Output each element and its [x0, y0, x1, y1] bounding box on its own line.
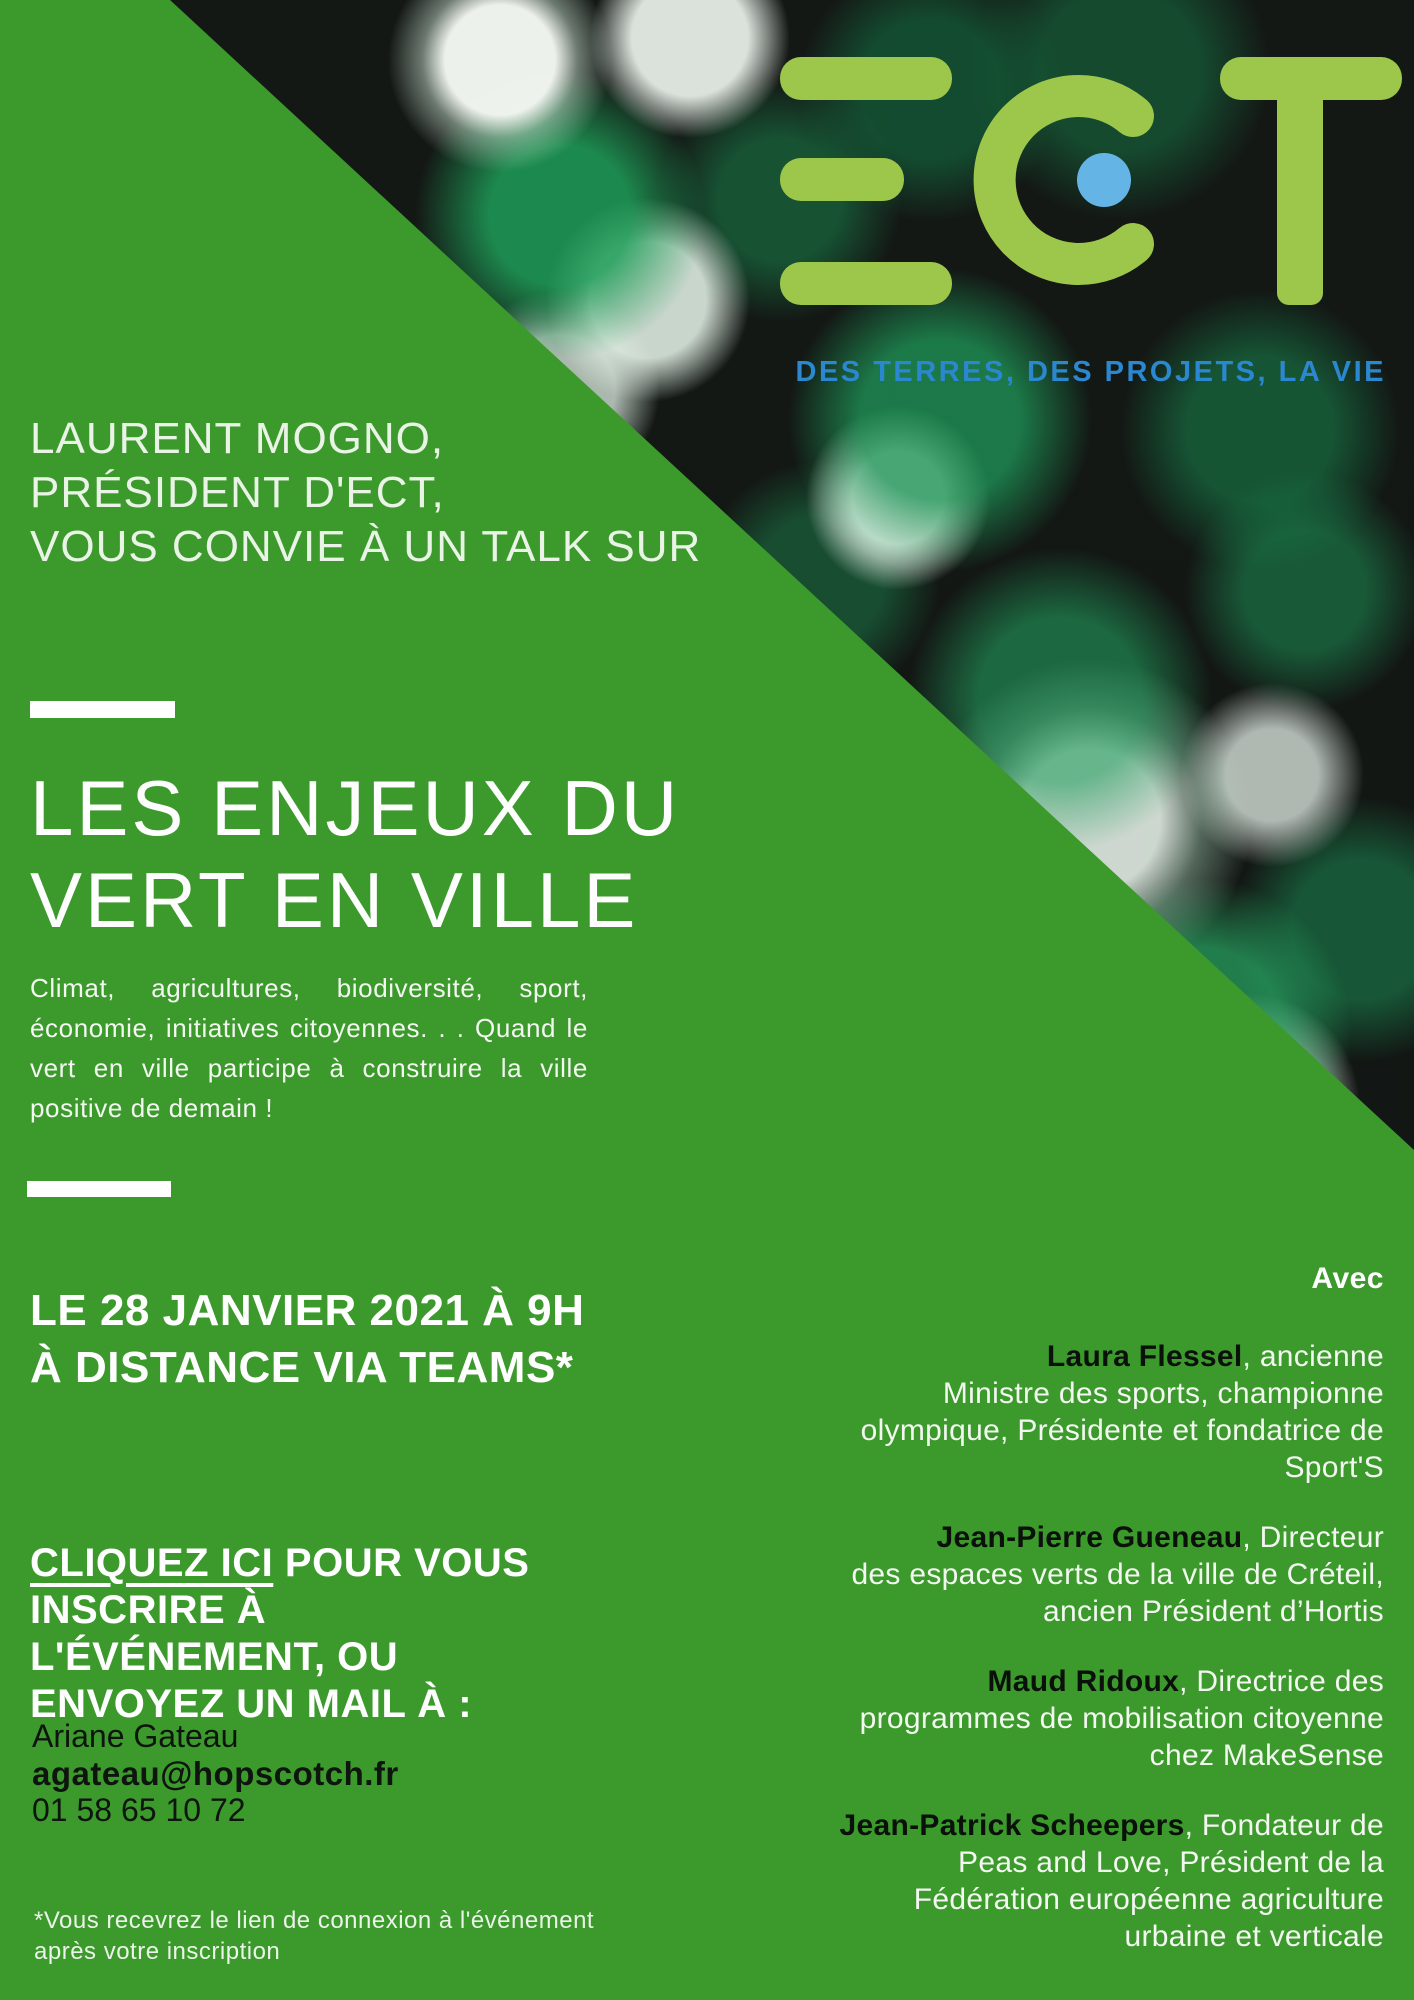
event-date-block: [30, 1282, 584, 1396]
speaker-role-start: , Directrice des: [1179, 1665, 1384, 1698]
speaker-name: Jean-Patrick Scheepers: [839, 1809, 1185, 1842]
speaker-role-start: , Fondateur de: [1184, 1809, 1384, 1842]
speaker-line: Ministre des sports, championne: [942, 1377, 1384, 1410]
contact-phone: 01 58 65 10 72: [32, 1792, 246, 1828]
footnote-line-1: *Vous recevrez le lien de connexion à l'événement: [34, 1907, 595, 1934]
ect-logo: [780, 55, 1410, 305]
speaker-line: Sport'S: [1284, 1451, 1384, 1484]
event-date-line: LE 28 JANVIER 2021 À 9H: [30, 1286, 585, 1335]
speaker-role-start: , Directeur: [1242, 1521, 1384, 1554]
speakers-heading: Avec: [1311, 1262, 1384, 1295]
speaker-jean-pierre-gueneau: [744, 1519, 1384, 1630]
speaker-line: [744, 1807, 1384, 1844]
contact-block: [32, 1718, 399, 1829]
speaker-line: Fédération européenne agriculture: [913, 1883, 1384, 1916]
logo-letter-t: [1220, 57, 1402, 305]
speaker-line: urbaine et verticale: [1124, 1920, 1384, 1953]
speaker-line: programmes de mobilisation citoyenne: [859, 1702, 1384, 1735]
speaker-role-start: , ancienne: [1242, 1340, 1384, 1373]
contact-email-link[interactable]: agateau@hopscotch.fr: [32, 1755, 399, 1792]
logo-letter-e: [780, 57, 952, 305]
intro-line-2: PRÉSIDENT D'ECT,: [30, 468, 445, 517]
register-link[interactable]: CLIQUEZ ICI: [30, 1541, 274, 1585]
accent-dash-top: [30, 701, 175, 718]
speaker-line: [744, 1338, 1384, 1375]
speaker-line: Peas and Love, Président de la: [958, 1846, 1384, 1879]
intro-line-1: LAURENT MOGNO,: [30, 414, 445, 463]
accent-dash-bottom: [27, 1181, 171, 1197]
footnote-line-2: après votre inscription: [34, 1938, 281, 1965]
footnote: [34, 1905, 594, 1967]
intro-text: [30, 412, 701, 574]
registration-cta: [30, 1540, 560, 1728]
speaker-name: Jean-Pierre Gueneau: [936, 1521, 1243, 1554]
cta-rest-text: POUR VOUS INSCRIRE À L'ÉVÉNEMENT, OU ENVOYEZ UN MAIL À :: [30, 1541, 530, 1726]
speaker-jean-patrick-scheepers: [744, 1807, 1384, 1955]
event-place-line: À DISTANCE VIA TEAMS*: [30, 1343, 574, 1392]
speakers-column: [744, 1262, 1384, 1988]
title-line-2: VERT EN VILLE: [30, 856, 639, 944]
title-line-1: LES ENJEUX DU: [30, 764, 681, 852]
speaker-line: olympique, Présidente et fondatrice de: [860, 1414, 1384, 1447]
speaker-laura-flessel: [744, 1338, 1384, 1486]
event-description: Climat, agricultures, biodiversité, sport, économie, initiatives citoyennes. . . Quand le vert en ville participe à construire la ville positive de demain !: [30, 973, 588, 1123]
speaker-line: [744, 1519, 1384, 1556]
speaker-line: [744, 1663, 1384, 1700]
logo-tagline: DES TERRES, DES PROJETS, LA VIE: [795, 356, 1386, 388]
intro-line-3: VOUS CONVIE À UN TALK SUR: [30, 522, 702, 571]
speaker-line: chez MakeSense: [1149, 1739, 1384, 1772]
speaker-name: Maud Ridoux: [987, 1665, 1180, 1698]
speaker-name: Laura Flessel: [1046, 1340, 1243, 1373]
contact-name: Ariane Gateau: [32, 1718, 239, 1754]
speaker-line: des espaces verts de la ville de Créteil,: [851, 1558, 1384, 1591]
speaker-line: ancien Président d’Hortis: [1042, 1595, 1384, 1628]
page-title: [30, 762, 680, 946]
speaker-maud-ridoux: [744, 1663, 1384, 1774]
logo-blue-dot: [1077, 153, 1131, 207]
